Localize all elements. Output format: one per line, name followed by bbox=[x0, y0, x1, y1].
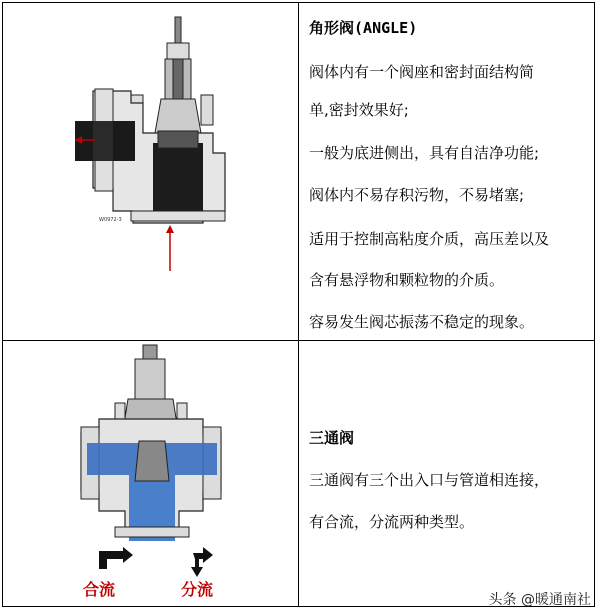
angle-line-1: 阀体内有一个阀座和密封面结构简 bbox=[309, 63, 535, 81]
angle-line-5: 适用于控制高粘度介质，高压差以及 bbox=[309, 230, 550, 248]
three-way-illustration-cell bbox=[3, 341, 299, 606]
comparison-table bbox=[2, 2, 595, 607]
angle-valve-title: 角形阀 bbox=[309, 19, 355, 37]
angle-valve-title-en: (ANGLE) bbox=[354, 19, 418, 37]
angle-line-7: 容易发生阀芯振荡不稳定的现象。 bbox=[309, 313, 535, 331]
label-merge: 合流 bbox=[83, 580, 116, 599]
three-way-title: 三通阀 bbox=[309, 429, 355, 447]
three-way-line-2: 有合流，分流两种类型。 bbox=[309, 513, 475, 531]
row-angle-valve bbox=[3, 3, 594, 341]
angle-valve-illustration-cell bbox=[3, 3, 299, 340]
angle-line-6: 含有悬浮物和颗粒物的介质。 bbox=[309, 271, 505, 289]
angle-line-2: 单,密封效果好; bbox=[309, 101, 409, 119]
three-way-line-1: 三通阀有三个出入口与管道相连接， bbox=[309, 471, 550, 489]
row-three-way-valve bbox=[3, 341, 594, 606]
angle-valve-diagram bbox=[3, 3, 298, 339]
angle-line-4: 阀体内不易存积污物，不易堵塞; bbox=[309, 186, 525, 204]
figure-code: W0972-3 bbox=[99, 217, 122, 223]
label-split: 分流 bbox=[181, 580, 214, 599]
three-way-text-cell bbox=[299, 341, 594, 606]
angle-valve-text-cell bbox=[299, 3, 594, 340]
watermark: 头条 @暖通南社 bbox=[488, 592, 591, 608]
angle-line-3: 一般为底进侧出，具有自洁净功能; bbox=[309, 144, 540, 162]
three-way-valve-diagram bbox=[3, 341, 298, 605]
angle-valve-heading bbox=[309, 19, 417, 37]
